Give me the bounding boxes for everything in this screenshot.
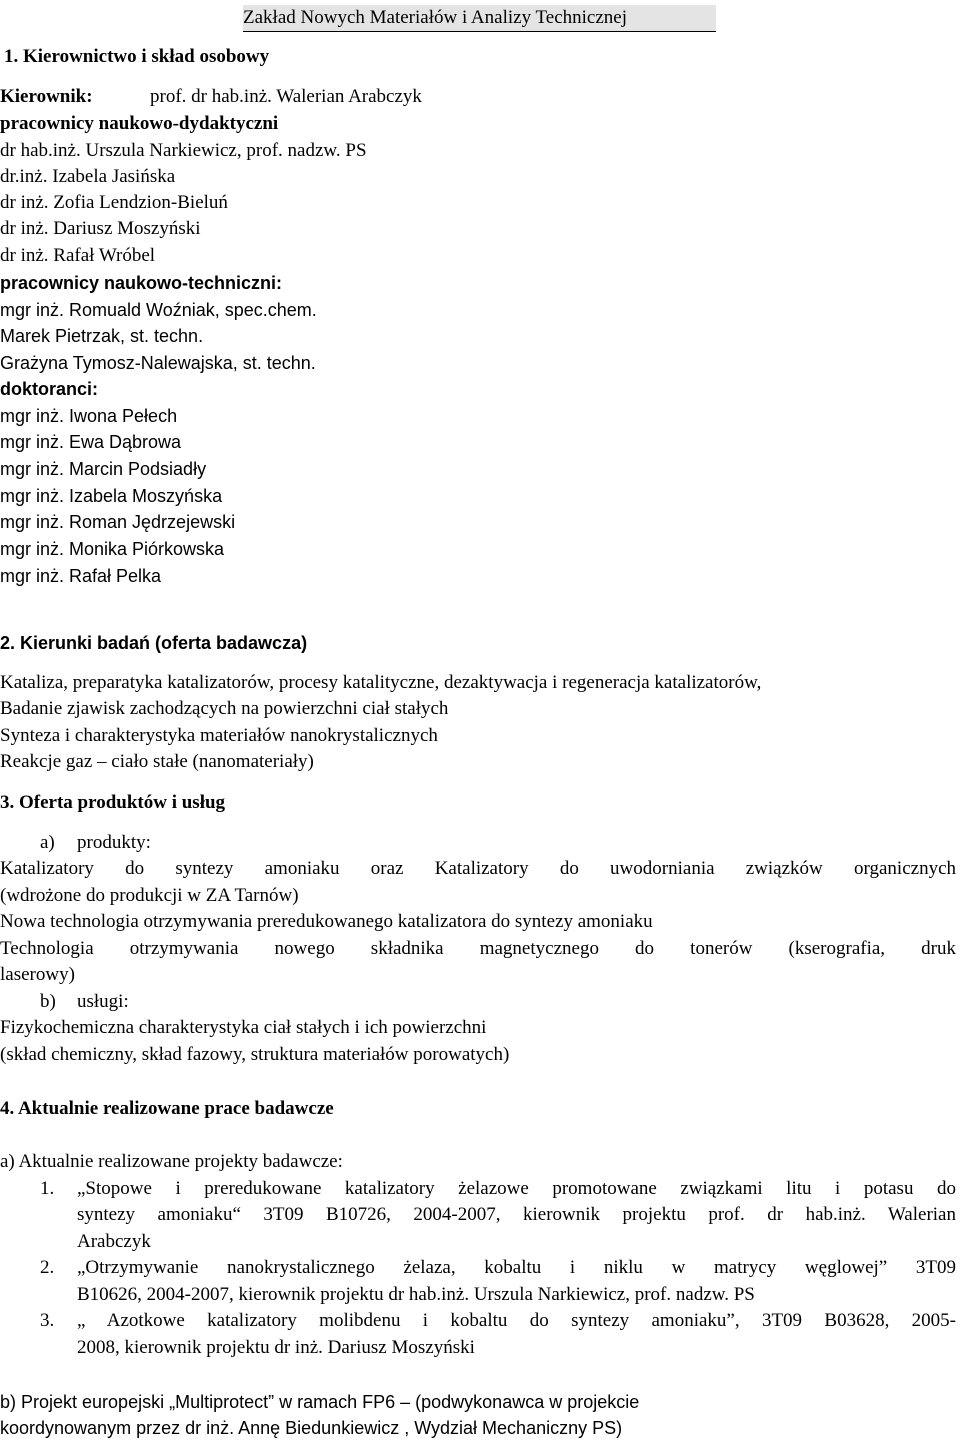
product-item: Nowa technologia otrzymywania preredukowanego katalizatora do syntezy amoniaku xyxy=(0,911,653,932)
project-number: 3. xyxy=(40,1310,55,1331)
section-3-heading: 3. Oferta produktów i usług xyxy=(0,792,226,813)
phd-students-heading: doktoranci: xyxy=(0,379,99,399)
header-rule xyxy=(243,31,716,32)
research-area-item: Synteza i charakterystyka materiałów nanokrystalicznych xyxy=(0,725,438,746)
project-number: 2. xyxy=(40,1257,55,1278)
research-area-item: Kataliza, preparatyka katalizatorów, procesy katalityczne, dezaktywacja i regeneracja katalizatorów, xyxy=(0,672,762,693)
project-line: 2008, kierownik projektu dr inż. Dariusz Moszyński xyxy=(77,1337,475,1358)
service-item: (skład chemiczny, skład fazowy, struktura materiałów porowatych) xyxy=(0,1044,510,1065)
project-line: „Otrzymywanie nanokrystalicznego żelaza, kobaltu i niklu w matrycy węglowej” 3T09 xyxy=(77,1257,956,1278)
technical-staff-item: mgr inż. Romuald Woźniak, spec.chem. xyxy=(0,300,317,320)
project-number: 1. xyxy=(40,1178,55,1199)
product-item: (wdrożone do produkcji w ZA Tarnów) xyxy=(0,885,299,906)
project-line: Arabczyk xyxy=(77,1231,151,1252)
services-title: usługi: xyxy=(77,991,129,1012)
service-item: Fizykochemiczna charakterystyka ciał stałych i ich powierzchni xyxy=(0,1017,487,1038)
eu-project-line: koordynowanym przez dr inż. Annę Biedunkiewicz , Wydział Mechaniczny PS) xyxy=(0,1418,623,1438)
section-1-heading: 1. Kierownictwo i skład osobowy xyxy=(4,46,270,67)
services-label: b) xyxy=(40,991,56,1012)
project-line: „Stopowe i preredukowane katalizatory żelazowe promotowane związkami litu i potasu do xyxy=(77,1178,956,1199)
section-2-heading: 2. Kierunki badań (oferta badawcza) xyxy=(0,633,308,653)
technical-staff-item: Marek Pietrzak, st. techn. xyxy=(0,326,204,346)
academic-staff-item: dr.inż. Izabela Jasińska xyxy=(0,166,176,187)
phd-student-item: mgr inż. Rafał Pelka xyxy=(0,566,162,586)
academic-staff-item: dr inż. Zofia Lendzion-Bieluń xyxy=(0,192,228,213)
phd-student-item: mgr inż. Monika Piórkowska xyxy=(0,539,225,559)
eu-project-line: b) Projekt europejski „Multiprotect” w ramach FP6 – (podwykonawca w projekcie xyxy=(0,1392,640,1412)
research-area-item: Badanie zjawisk zachodzących na powierzchni ciał stałych xyxy=(0,698,449,719)
product-item: Technologia otrzymywania nowego składnika magnetycznego do tonerów (kserografia, druk xyxy=(0,938,956,959)
head-label: Kierownik: xyxy=(0,86,93,107)
phd-student-item: mgr inż. Roman Jędrzejewski xyxy=(0,512,236,532)
technical-staff-heading: pracownicy naukowo-techniczni: xyxy=(0,273,283,293)
products-title: produkty: xyxy=(77,832,151,853)
product-item: laserowy) xyxy=(0,964,75,985)
academic-staff-item: dr inż. Rafał Wróbel xyxy=(0,245,156,266)
technical-staff-item: Grażyna Tymosz-Nalewajska, st. techn. xyxy=(0,353,316,373)
projects-subheading: a) Aktualnie realizowane projekty badawcze: xyxy=(0,1151,343,1172)
academic-staff-item: dr hab.inż. Urszula Narkiewicz, prof. nadzw. PS xyxy=(0,140,367,161)
phd-student-item: mgr inż. Izabela Moszyńska xyxy=(0,486,223,506)
page-header: Zakład Nowych Materiałów i Analizy Technicznej xyxy=(243,5,716,31)
phd-student-item: mgr inż. Iwona Pełech xyxy=(0,406,178,426)
project-line: „ Azotkowe katalizatory molibdenu i kobaltu do syntezy amoniaku”, 3T09 B03628, 2005- xyxy=(77,1310,956,1331)
project-line: B10626, 2004-2007, kierownik projektu dr hab.inż. Urszula Narkiewicz, prof. nadzw. PS xyxy=(77,1284,755,1305)
research-area-item: Reakcje gaz – ciało stałe (nanomateriały) xyxy=(0,751,314,772)
phd-student-item: mgr inż. Marcin Podsiadły xyxy=(0,459,207,479)
head-name: prof. dr hab.inż. Walerian Arabczyk xyxy=(150,86,422,107)
section-4-heading: 4. Aktualnie realizowane prace badawcze xyxy=(0,1098,334,1119)
project-line: syntezy amoniaku“ 3T09 B10726, 2004-2007, kierownik projektu prof. dr hab.inż. Walerian xyxy=(77,1204,956,1225)
academic-staff-item: dr inż. Dariusz Moszyński xyxy=(0,218,201,239)
products-label: a) xyxy=(40,832,55,853)
product-item: Katalizatory do syntezy amoniaku oraz Katalizatory do uwodorniania związków organicznych xyxy=(0,858,956,879)
academic-staff-heading: pracownicy naukowo-dydaktyczni xyxy=(0,113,279,134)
phd-student-item: mgr inż. Ewa Dąbrowa xyxy=(0,432,182,452)
